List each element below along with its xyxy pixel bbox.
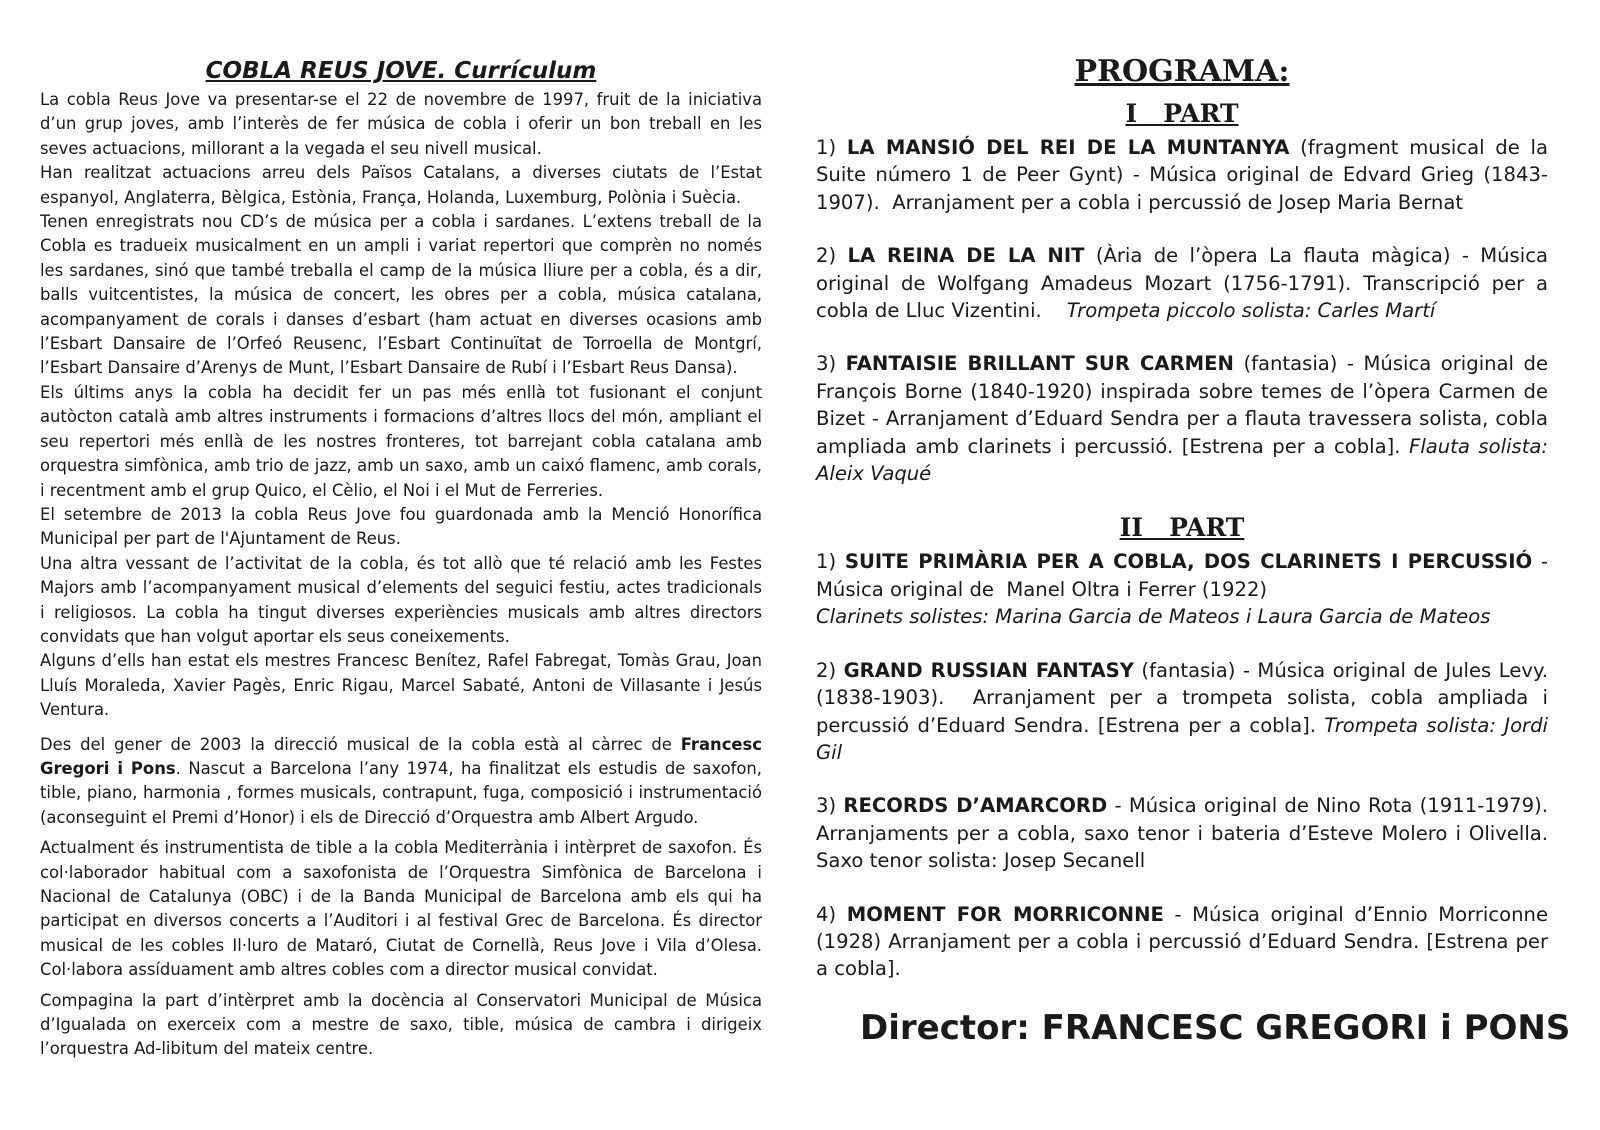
program-item-number: 3) xyxy=(816,352,846,376)
program-item-description: (fantasia) - Música original de François Borne (1840-1920) inspirada sobre temes de l’òpera Carmen de Bizet - Arranjament d’Eduard Sendra per a flauta travessera solista, cobla ampliada amb clarinets i percussió. [Estrena per a cobla]. xyxy=(816,352,1555,458)
director-footer: Director: FRANCESC GREGORI i PONS xyxy=(860,1008,1571,1048)
program-item-name: GRAND RUSSIAN FANTASY xyxy=(843,658,1134,682)
curriculum-paragraph: Tenen enregistrats nou CD’s de música per a cobla i sardanes. L’extens treball de la Cobla es tradueix musicalment en un ampli i variat repertori que comprèn no només les sardanes, sinó que també treballa el camp de la música lliure per a cobla, és a dir, balls vuitcentistes, la música de concert, les obres per a cobla, música catalana, acompanyament de corals i danses d’esbart (ham actuat en diverses ocasions amb l’Esbart Dansaire de l’Orfeó Reusenc, l’Esbart Continuïtat de Torroella de Montgrí, l’Esbart Dansaire d’Arenys de Munt, l’Esbart Dansaire de Rubí i l’Esbart Reus Dansa). xyxy=(40,212,762,378)
director-bio-paragraph: Compagina la part d’intèrpret amb la docència al Conservatori Municipal de Música d’Igualada on exerceix com a mestre de saxo, tible, música de cambra i dirigeix l’orquestra Ad-libitum del mateix centre. xyxy=(40,990,762,1059)
program-item-name: RECORDS D’AMARCORD xyxy=(843,794,1108,818)
program-item-name: FANTAISIE BRILLANT SUR CARMEN xyxy=(845,352,1234,376)
program-item-soloist: Trompeta piccolo solista: Carles Martí xyxy=(1066,299,1436,323)
program-item xyxy=(816,548,1555,630)
program-item-soloist: Flauta solista: Aleix Vaqué xyxy=(816,434,1549,486)
part-1-title xyxy=(816,99,1548,128)
programa-column xyxy=(816,54,1555,1009)
part-2-list xyxy=(816,548,1555,982)
curriculum-title: COBLA REUS JOVE. Currículum xyxy=(205,58,597,84)
director-bio-paragraph xyxy=(40,733,762,831)
program-item-number: 4) xyxy=(816,902,847,926)
program-item-number: 2) xyxy=(816,244,848,268)
curriculum-paragraph: La cobla Reus Jove va presentar-se el 22 de novembre de 1997, fruit de la iniciativa d’un grup joves, amb l’interès de fer música de cobla i oferir un bon treball en les seves actuacions, millorant a la vegada el seu nivell musical. xyxy=(40,90,762,158)
program-item xyxy=(816,134,1555,216)
curriculum-paragraph: Els últims anys la cobla ha decidit fer un pas més enllà tot fusionant el conjunt autòcton català amb altres instruments i formacions d’altres llocs del món, ampliant el seu repertori més enllà de les nostres fronteres, tot barrejant cobla catalana amb orquestra simfònica, amb trio de jazz, amb un saxo, amb un caixó flamenc, amb corals, i recentment amb el grup Quico, el Cèlio, el Noi i el Mut de Ferreries. xyxy=(40,382,762,500)
program-item-description: - Música original de Nino Rota (1911-1979). Arranjaments per a cobla, saxo tenor i bateria d’Esteve Molero i Olivella. Saxo tenor solista: Josep Secanell xyxy=(816,794,1555,873)
program-item-soloist: Trompeta solista: Jordi Gil xyxy=(816,713,1548,764)
program-item xyxy=(816,350,1555,487)
program-item-description: (fantasia) - Música original de Jules Levy. (1838-1903). Arranjament per a trompeta solista, cobla ampliada i percussió d’Eduard Sendra. [Estrena per a cobla]. xyxy=(816,658,1555,737)
curriculum-column xyxy=(40,58,762,1062)
program-item xyxy=(816,657,1555,767)
program-item xyxy=(816,901,1555,983)
program-item-description: - Música original de Manel Oltra i Ferrer (1922) xyxy=(816,550,1555,601)
program-item-number: 2) xyxy=(816,658,844,682)
part-2-title xyxy=(816,513,1548,542)
director-bio-paragraph: Actualment és instrumentista de tible a la cobla Mediterrània i intèrpret de saxofon. És col·laborador habitual com a saxofonista de l’Orquestra Simfònica de Barcelona i Nacional de Catalunya (OBC) i de la Banda Municipal de Barcelona amb els qui ha participat en diversos concerts a l’Auditori i al festival Grec de Barcelona. És director musical de les cobles Il·luro de Mataró, Ciutat de Cornellà, Reus Jove i Vila d’Olesa. Col·labora assíduament amb altres cobles com a director musical convidat. xyxy=(40,838,762,980)
curriculum-paragraph: El setembre de 2013 la cobla Reus Jove fou guardonada amb la Menció Honorífica Municipal per part de l'Ajuntament de Reus. xyxy=(40,504,762,549)
program-item-number: 1) xyxy=(816,136,847,159)
curriculum-paragraph: Una altra vessant de l’activitat de la cobla, és tot allò que té relació amb les Festes Majors amb l’acompanyament musical d’elements del seguici festiu, actes tradicionals i religiosos. La cobla ha tingut diverses experiències musicals amb altres directors convidats que han volgut aportar els seus coneixements. xyxy=(40,553,762,646)
program-item xyxy=(816,242,1555,324)
program-item-description: (fragment musical de la Suite número 1 de Peer Gynt) - Música original de Edvard Grieg (1843-1907). Arranjament per a cobla i percussió de Josep Maria Bernat xyxy=(816,136,1555,214)
program-item-description: - Música original d’Ennio Morriconne (1928) Arranjament per a cobla i percussió d’Eduard Sendra. [Estrena per a cobla]. xyxy=(816,902,1555,981)
part-1-title-text: I PART xyxy=(1125,99,1239,128)
program-item xyxy=(816,792,1555,874)
program-item-name: SUITE PRIMÀRIA PER A COBLA, DOS CLARINETS I PERCUSSIÓ xyxy=(844,550,1533,574)
program-item-description: (Ària de l’òpera La flauta màgica) - Música original de Wolfgang Amadeus Mozart (1756-1791). Transcripció per a cobla de Lluc Vizentini. xyxy=(816,244,1555,323)
part-2-title-text: II PART xyxy=(1119,513,1245,543)
part-1-list xyxy=(816,134,1555,487)
bio-text: Des del gener de 2003 la direcció musical de la cobla està al càrrec de xyxy=(40,734,681,754)
director-name: Francesc Gregori i Pons xyxy=(40,734,762,778)
program-item-soloist: Clarinets solistes: Marina Garcia de Mateos i Laura Garcia de Mateos xyxy=(816,605,1491,629)
program-item-name: MOMENT FOR MORRICONNE xyxy=(846,902,1164,926)
program-item-name: LA REINA DE LA NIT xyxy=(847,244,1085,268)
program-item-name: LA MANSIÓ DEL REI DE LA MUNTANYA xyxy=(846,136,1290,159)
curriculum-paragraph: Alguns d’ells han estat els mestres Francesc Benítez, Rafel Fabregat, Tomàs Grau, Joan Lluís Moraleda, Xavier Pagès, Enric Rigau, Marcel Sabaté, Antoni de Villasante i Jesús Ventura. xyxy=(40,651,762,720)
programa-title: PROGRAMA: xyxy=(1074,54,1290,89)
program-item-number: 3) xyxy=(816,794,844,818)
program-item-number: 1) xyxy=(816,550,845,574)
curriculum-paragraph: Han realitzat actuacions arreu dels Països Catalans, a diverses ciutats de l’Estat espanyol, Anglaterra, Bèlgica, Estònia, França, Holanda, Luxemburg, Polònia i Suècia. xyxy=(40,163,762,207)
bio-text: . Nascut a Barcelona l’any 1974, ha finalitzat els estudis de saxofon, tible, piano, harmonia , formes musicals, contrapunt, fuga, composició i instrumentació (aconseguint el Premi d’Honor) i els de Direcció d’Orquestra amb Albert Argudo. xyxy=(40,758,763,827)
